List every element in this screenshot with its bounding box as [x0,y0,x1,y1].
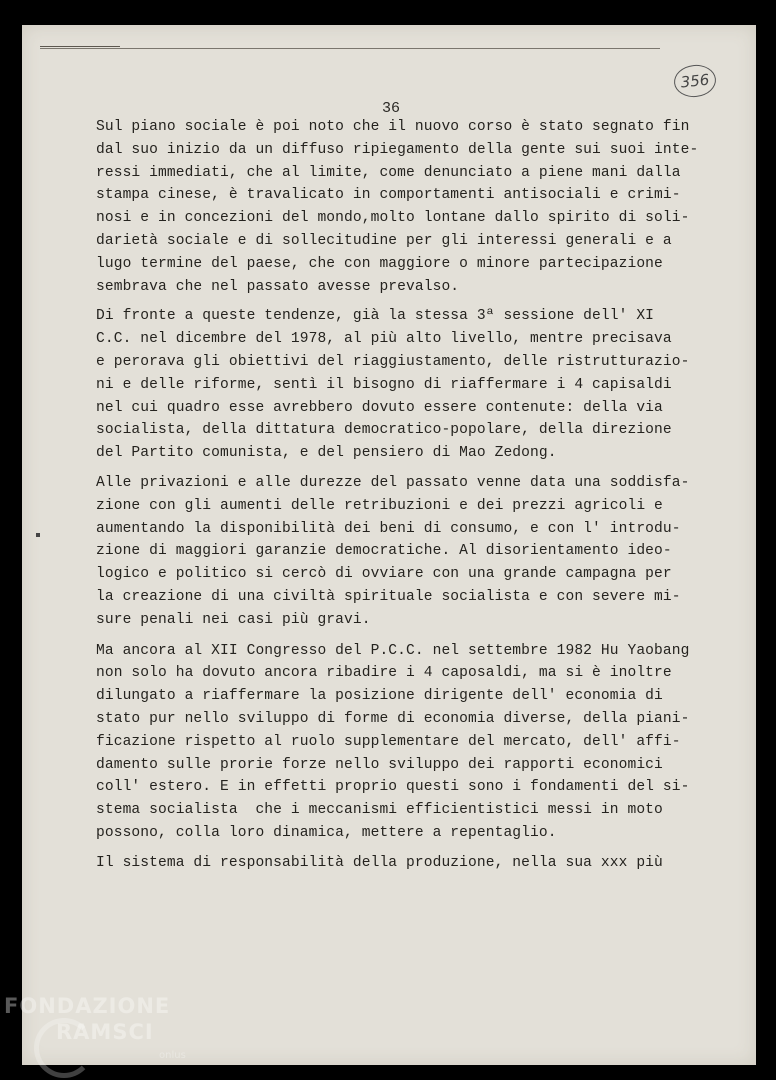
text-line: socialista, della dittatura democratico-popolare, della direzione [96,422,672,439]
text-line: possono, colla loro dinamica, mettere a repentaglio. [96,824,557,841]
paragraph [96,116,699,298]
text-line: damento sulle prorie forze nello sviluppo dei rapporti economici [96,756,663,773]
text-line: aumentando la disponibilità dei beni di consumo, e con l' introdu- [96,520,681,537]
text-line: la creazione di una civiltà spirituale socialista e con severe mi- [96,588,681,605]
watermark-line3: onlus [159,1050,186,1061]
text-line: Sul piano sociale è poi noto che il nuovo corso è stato segnato fin [96,119,690,135]
text-line: stato pur nello sviluppo di forme di economia diverse, della piani- [96,710,690,727]
text-line: sembrava che nel passato avesse prevalso. [96,278,460,295]
paragraph [96,472,696,632]
text-line: ficazione rispetto al ruolo supplementare del mercato, dell' affi- [96,733,681,750]
text-line: del Partito comunista, e del pensiero di Mao Zedong. [96,445,557,462]
paragraph [96,305,696,465]
text-line: stampa cinese, è travalicato in comportamenti antisociali e crimi- [96,187,681,204]
text-line: Alle privazioni e alle durezze del passato venne data una soddisfa- [96,474,690,491]
text-line: coll' estero. E in effetti proprio questi sono i fondamenti del si- [96,779,690,796]
text-line: nosi e in concezioni del mondo,molto lontane dallo spirito di soli- [96,210,690,227]
top-rule-mark [40,46,120,47]
text-line: stema socialista che i meccanismi efficientistici messi in moto [96,802,663,819]
document-body [96,116,699,882]
top-rule-line [40,48,660,49]
watermark-g-logo-icon [34,1018,94,1078]
text-line: zione di maggiori garanzie democratiche. Al disorientamento ideo- [96,543,672,560]
fondazione-gramsci-watermark [4,994,204,1074]
text-line: Di fronte a queste tendenze, già la stessa 3ª sessione dell' XI [96,308,655,325]
text-line: Ma ancora al XII Congresso del P.C.C. nel settembre 1982 Hu Yaobang [96,642,690,659]
paragraph [96,640,696,845]
text-line: sure penali nei casi più gravi. [96,611,371,628]
margin-dot [36,533,40,537]
text-line: zione con gli aumenti delle retribuzioni e dei prezzi agricoli e [96,497,663,514]
text-line: nel cui quadro esse avrebbero dovuto essere contenute: della via [96,399,663,416]
watermark-line2: RAMSCI [56,1020,154,1044]
text-line: e perorava gli obiettivi del riaggiustamento, delle ristrutturazio- [96,353,690,370]
text-line: dal suo inizio da un diffuso ripiegamento della gente sui suoi inte- [96,141,699,158]
text-line: logico e politico si cercò di ovviare con una grande campagna per [96,566,672,583]
text-line: C.C. nel dicembre del 1978, al più alto livello, mentre precisava [96,331,672,348]
page-number: 36 [382,100,401,117]
text-line: darietà sociale e di sollecitudine per gli interessi generali e a [96,232,672,249]
text-line: dilungato a riaffermare la posizione dirigente dell' economia di [96,688,663,705]
text-line: ressi immediati, che al limite, come denunciato a piene mani dalla [96,164,681,181]
watermark-line1: FONDAZIONE [4,994,171,1018]
text-line: lugo termine del paese, che con maggiore o minore partecipazione [96,255,663,272]
archive-number-stamp: 356 [672,63,717,99]
text-line: Il sistema di responsabilità della produzione, nella sua xxx più [96,854,663,871]
text-line: non solo ha dovuto ancora ribadire i 4 caposaldi, ma si è inoltre [96,665,672,682]
text-line: ni e delle riforme, sentì il bisogno di riaffermare i 4 capisaldi [96,376,672,393]
paragraph [96,852,696,875]
